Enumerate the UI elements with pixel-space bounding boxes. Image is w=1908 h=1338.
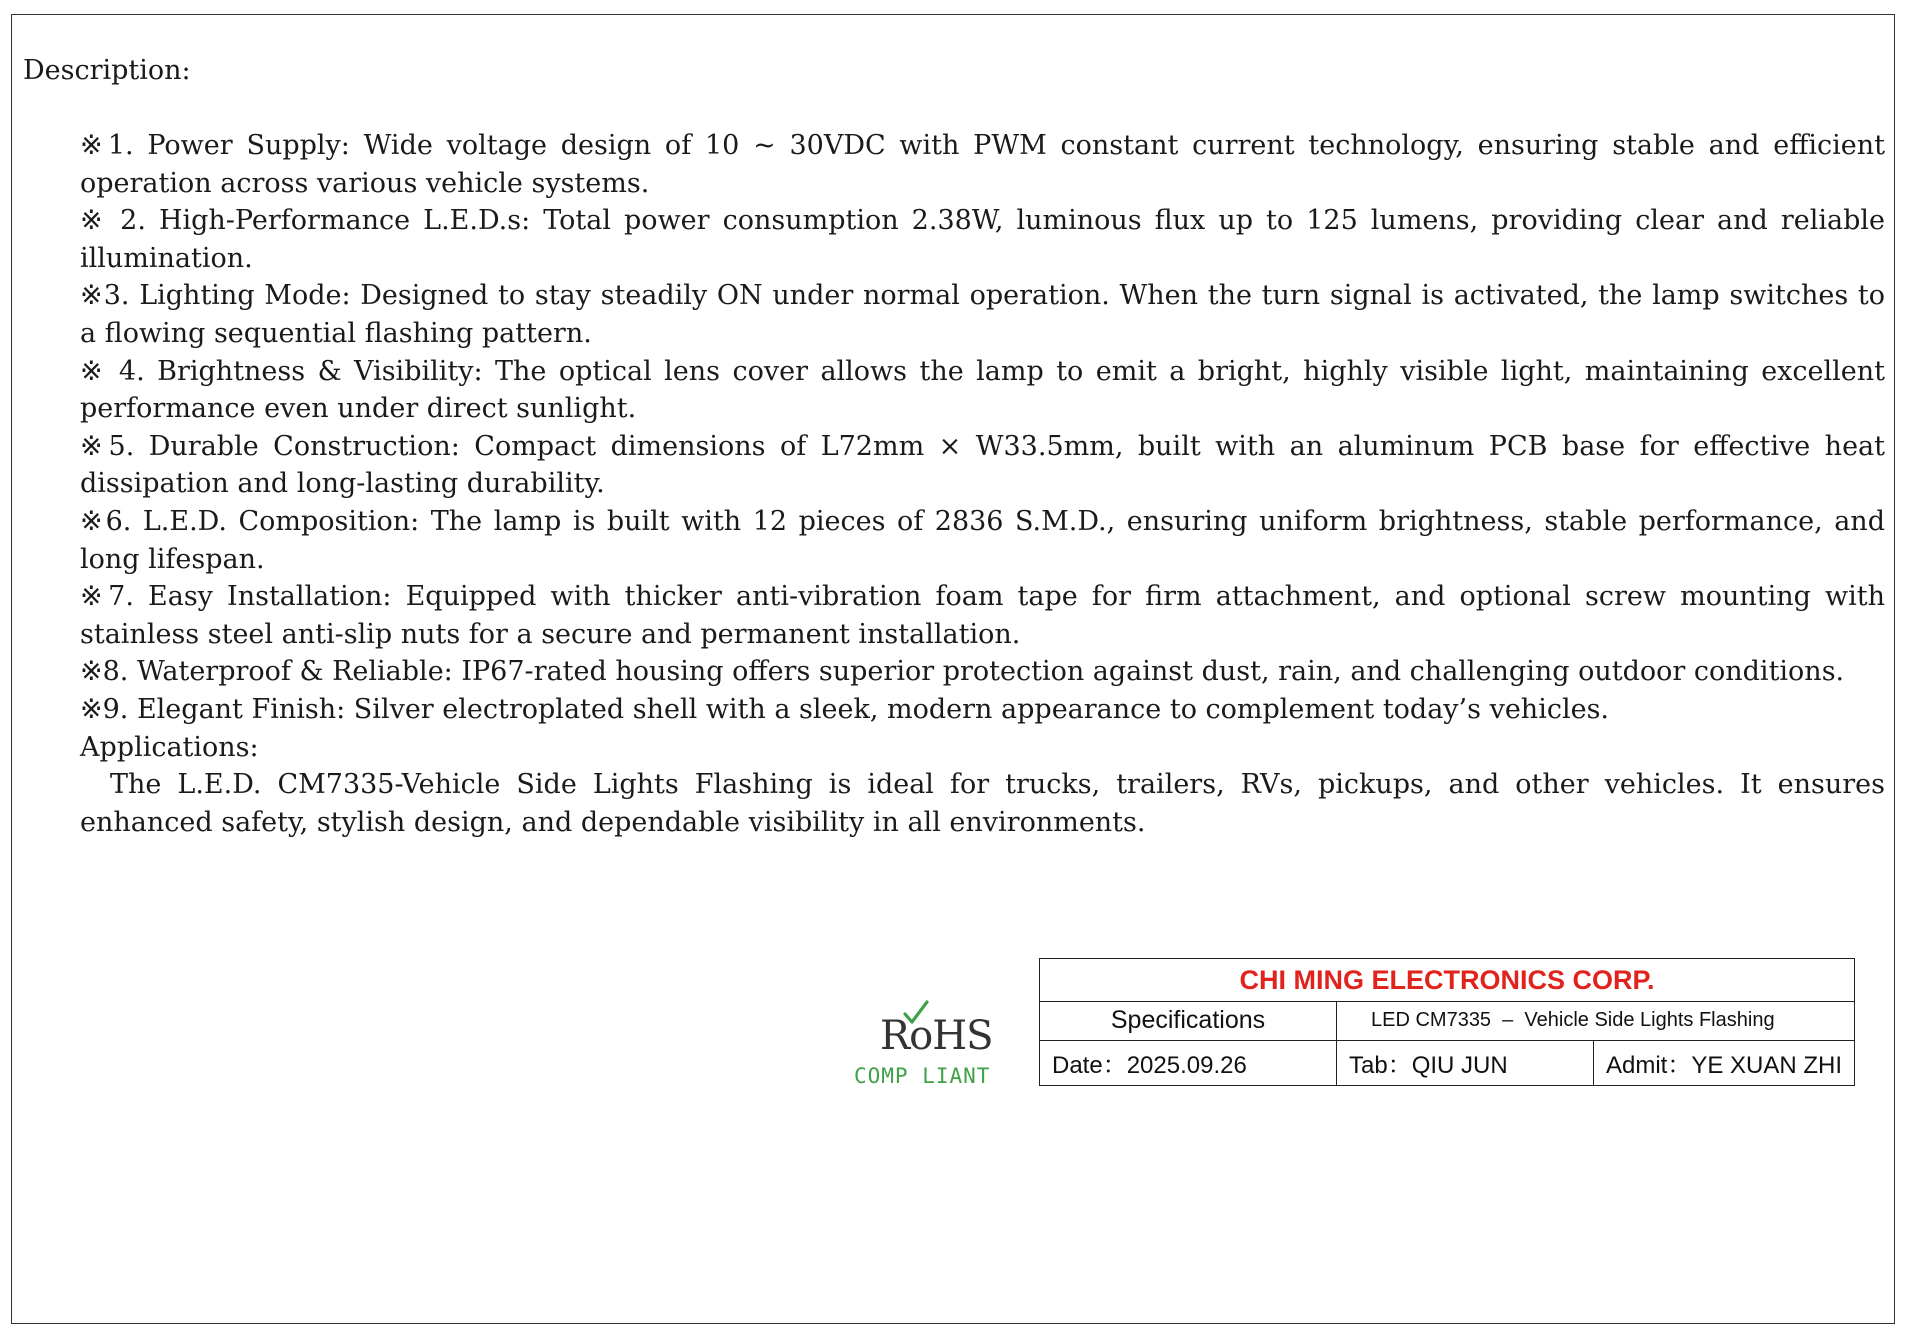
date-field: Date：2025.09.26 [1040, 1040, 1337, 1085]
description-item-9: ※9. Elegant Finish: Silver electroplated shell with a sleek, modern appearance to complement today’s vehicles. [80, 693, 1610, 725]
company-name: CHI MING ELECTRONICS CORP. [1239, 965, 1655, 995]
title-block [1039, 958, 1855, 1086]
product-name: LED CM7335 – Vehicle Side Lights Flashing [1371, 1009, 1775, 1031]
tab-field: Tab：QIU JUN [1337, 1040, 1594, 1085]
description-item-4: ※ 4. Brightness & Visibility: The optical lens cover allows the lamp to emit a bright, highly visible light, maintaining excellent performance even under direct sunlight. [80, 355, 1885, 425]
description-item-6: ※6. L.E.D. Composition: The lamp is built with 12 pieces of 2836 S.M.D., ensuring uniform brightness, stable performance, and long lifespan. [80, 505, 1885, 575]
description-item-5: ※5. Durable Construction: Compact dimensions of L72mm × W33.5mm, built with an aluminum PCB base for effective heat dissipation and long-lasting durability. [80, 430, 1885, 500]
description-item-8: ※8. Waterproof & Reliable: IP67-rated housing offers superior protection against dust, rain, and challenging outdoor conditions. [80, 656, 1845, 688]
description-item-7: ※7. Easy Installation: Equipped with thicker anti-vibration foam tape for firm attachment, and optional screw mounting with stainless steel anti-slip nuts for a secure and permanent installation. [80, 581, 1885, 650]
description-item-1: ※1. Power Supply: Wide voltage design of 10 ~ 30VDC with PWM constant current technology, ensuring stable and efficient operation across various vehicle systems. [80, 130, 1885, 199]
applications-body: The L.E.D. CM7335-Vehicle Side Lights Flashing is ideal for trucks, trailers, RVs, pickups, and other vehicles. It ensures enhanced safety, stylish design, and dependable visibility in all environments. [80, 769, 1885, 838]
title-block-company-row [1040, 959, 1854, 1002]
rohs-compliant-logo [850, 1000, 1000, 1100]
admit-field: Admit：YE XUAN ZHI [1606, 1052, 1843, 1079]
title-block-spec-row [1040, 1001, 1854, 1041]
rohs-subtext: COMP LIANT [854, 1064, 991, 1088]
title-block-approval-row [1040, 1040, 1854, 1085]
description-body [80, 127, 1885, 841]
description-heading: Description: [23, 55, 191, 86]
rohs-mark: RoHS [880, 1013, 993, 1059]
description-item-3: ※3. Lighting Mode: Designed to stay steadily ON under normal operation. When the turn signal is activated, the lamp switches to a flowing sequential flashing pattern. [80, 280, 1885, 349]
description-item-2: ※ 2. High-Performance L.E.D.s: Total power consumption 2.38W, luminous flux up to 125 lumens, providing clear and reliable illumination. [80, 205, 1885, 274]
specifications-label: Specifications [1040, 1001, 1337, 1040]
applications-heading: Applications: [80, 731, 259, 763]
